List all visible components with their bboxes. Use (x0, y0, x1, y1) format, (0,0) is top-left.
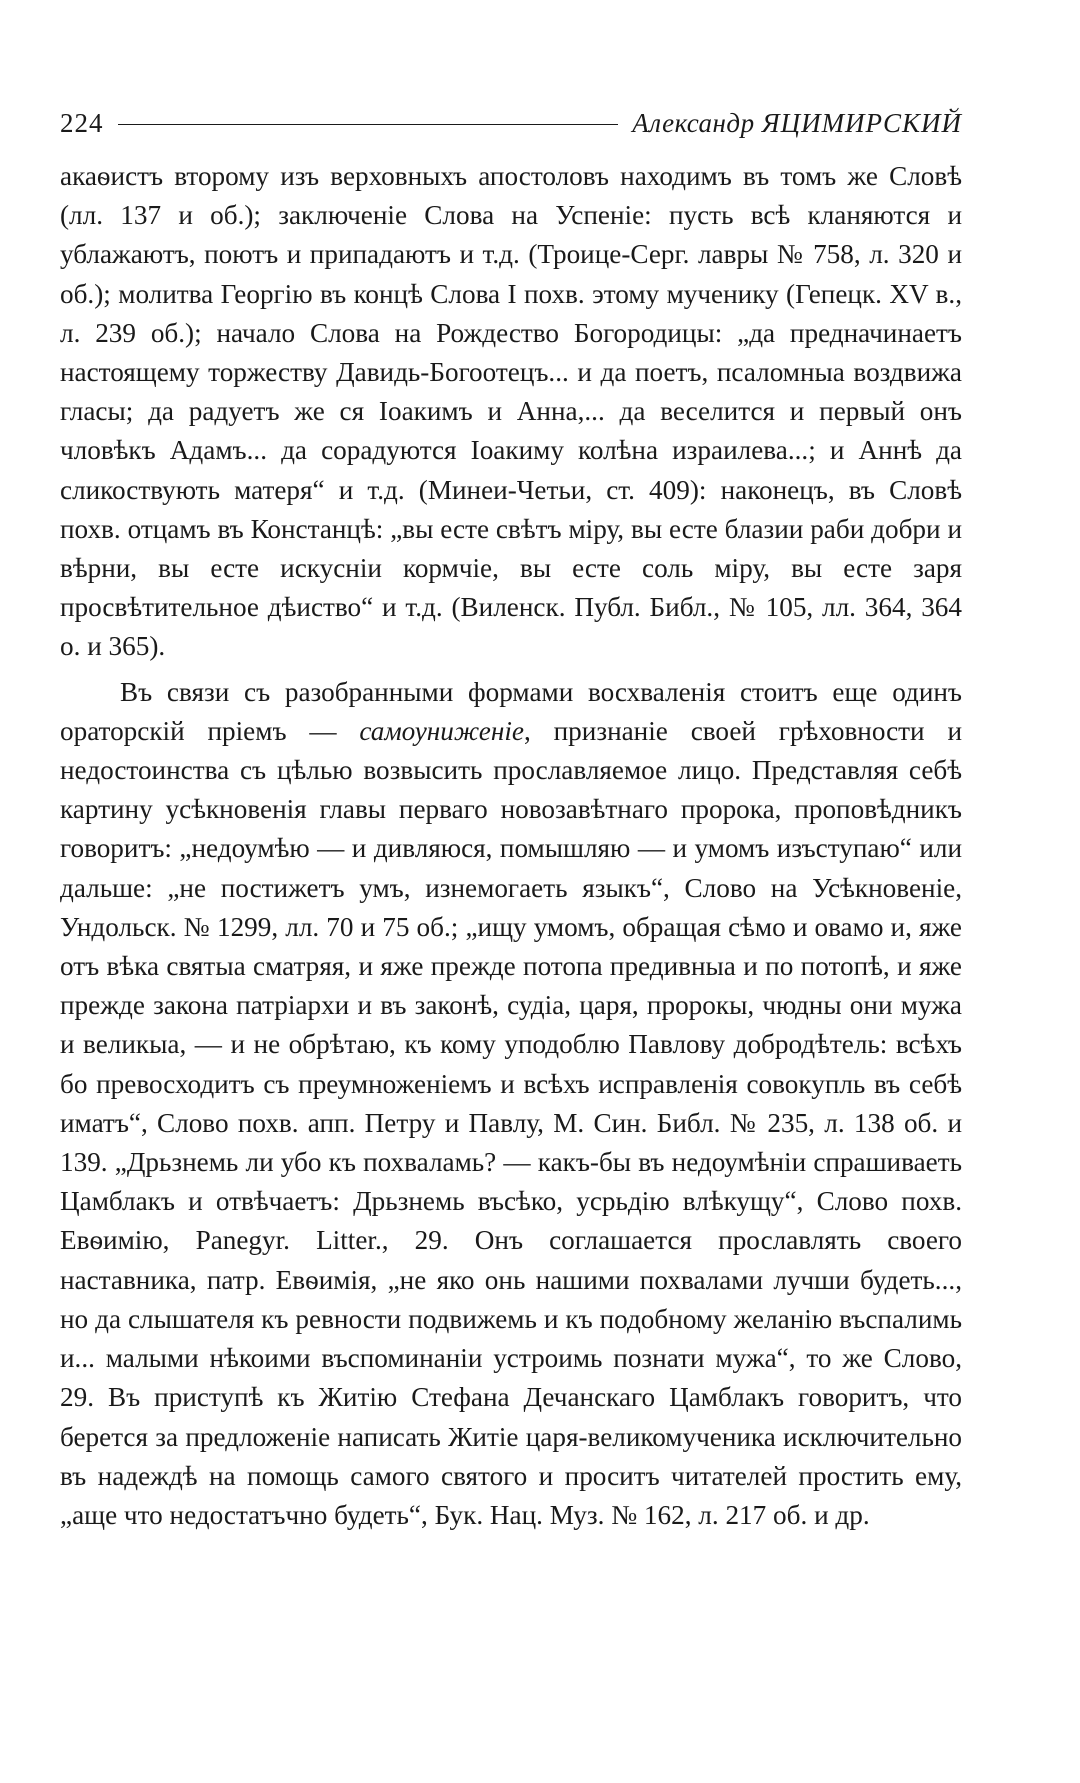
header-rule (118, 124, 619, 125)
author-surname: ЯЦИМИРСКИЙ (761, 108, 962, 138)
running-head (632, 108, 962, 139)
paragraph-1: акаѳистъ второму изъ верховныхъ апостоловъ находимъ въ томъ же Словѣ (лл. 137 и об.); заключеніе Слова на Успеніе: пусть всѣ кланяются и ублажаютъ, поютъ и припадаютъ и т.д. (Троице-Серг. лавры № 758, л. 320 и об.); молитва Георгію въ концѣ Слова І похв. этому мученику (Гепецк. XV в., л. 239 об.); начало Слова на Рождество Богородицы: „да предначинаетъ настоящему торжеству Давидь-Богоотецъ... и да поетъ, псаломныа воздвижа гласы; да радуетъ же ся Іоакимъ и Анна,... да веселится и первый онъ чловѣкъ Адамъ... да сорадуются Іоакиму колѣна израилева...; и Аннѣ да сликоствують матеря“ и т.д. (Минеи-Четьи, ст. 409): наконецъ, въ Словѣ похв. отцамъ въ Констанцѣ: „вы есте свѣтъ міру, вы есте блазии раби добри и вѣрни, вы есте искусніи кормчіе, вы есте соль міру, вы есте заря просвѣтительное дѣиство“ и т.д. (Виленск. Публ. Библ., № 105, лл. 364, 364 о. и 365). (60, 161, 962, 662)
paragraph-2-emphasis: самоуниженіе (359, 715, 524, 746)
paragraph-2-text-a: Въ связи съ разобранными формами восхваленія стоитъ еще одинъ ораторскій пріемъ — (60, 676, 962, 746)
paragraph-2-text-b: , признаніе своей грѣховности и недостоинства съ цѣлью возвысить прославляемое лицо. Представляя себѣ картину усѣкновенія главы перваго новозавѣтнаго пророка, проповѣдникъ говоритъ: „недоумѣю — и дивляюся, помышляю — и умомъ изъступаю“ или дальше: „не постижетъ умъ, изнемогаеть языкъ“, Слово на Усѣкновеніе, Ундольск. № 1299, лл. 70 и 75 об.; „ищу умомъ, обращая сѣмо и овамо и, яже отъ вѣка святыа сматряя, и яже прежде потопа предивныа и по потопѣ, и яже прежде закона патріархи и въ законѣ, судіа, царя, пророкы, чюдны они мужа и великыа, — и не обрѣтаю, къ кому уподоблю Павлову добродѣтель: всѣхъ бо превосходитъ съ преумноженіемъ и всѣхъ исправленія совокупль въ себѣ иматъ“, Слово похв. апп. Петру и Павлу, М. Син. Библ. № 235, л. 138 об. и 139. „Дрьзнемь ли убо къ похваламь? — какъ-бы въ недоумѣніи спрашиваеть Цамблакъ и отвѣчаетъ: Дрьзнемь въсѣко, усрьдію влѣкущу“, Слово похв. Евѳимію, Panegyr. Litter., 29. Онъ соглашается прославлять своего наставника, патр. Евѳимія, „не яко онь нашими похвалами лучши будеть..., но да слышателя къ ревности подвижемь и къ подобному желанію въспалимь и... малыми нѣкоими въспоминаніи устроимь познати мужа“, то же Слово, 29. Въ приступѣ къ Житію Стефана Дечанскаго Цамблакъ говоритъ, что берется за предложеніе написать Житіе царя-великомученика исключительно въ надеждѣ на помощь самого святого и проситъ читателей простить ему, „аще что недостатъчно будеть“, Бук. Нац. Муз. № 162, л. 217 об. и др. (60, 715, 962, 1530)
page-header (60, 108, 962, 139)
author-first-name: Александр (632, 108, 755, 138)
paragraph-2 (60, 673, 962, 1535)
page-number: 224 (60, 108, 104, 138)
